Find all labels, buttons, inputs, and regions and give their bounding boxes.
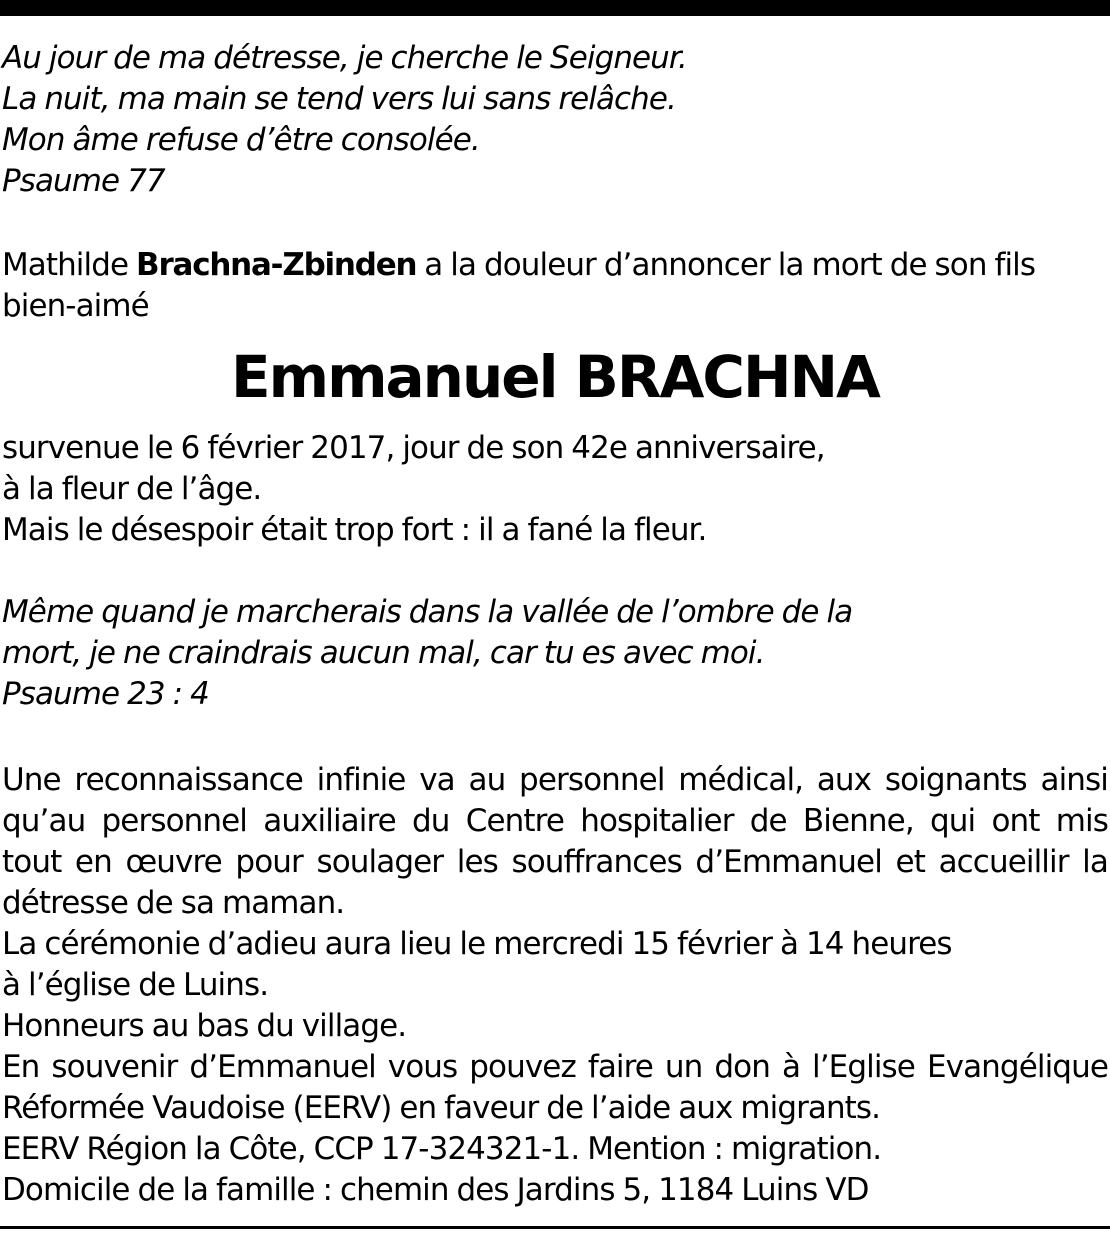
donation-line: Réformée Vaudoise (EERV) en faveur de l’aide aux migrants. [2, 1090, 881, 1126]
donation-line: EERV Région la Côte, CCP 17-324321-1. Mention : migration. [2, 1131, 882, 1167]
opening-verse [2, 38, 1108, 202]
verse-reference: Psaume 77 [2, 163, 165, 199]
announcement-text: a la douleur d’annoncer la mort de son fils [424, 247, 1036, 283]
ceremony-line: La cérémonie d’adieu aura lieu le mercredi 15 février à 14 heures [2, 926, 952, 962]
thanks-line: détresse de sa maman. [2, 885, 345, 921]
second-verse [2, 592, 1108, 715]
announcement-continuation: bien-aimé [2, 288, 149, 324]
thanks-line: Une reconnaissance infinie va au personnel médical, aux soignants ainsi [2, 762, 1108, 798]
verse-line: La nuit, ma main se tend vers lui sans relâche. [2, 81, 676, 117]
thanks-line: qu’au personnel auxiliaire du Centre hospitalier de Bienne, qui ont mis [2, 803, 1108, 839]
verse-line: Mon âme refuse d’être consolée. [2, 122, 480, 158]
announcement-paragraph [2, 245, 1108, 327]
closing-text [2, 760, 1108, 1211]
ceremony-line: Honneurs au bas du village. [2, 1008, 407, 1044]
verse-line: mort, je ne craindrais aucun mal, car tu es avec moi. [2, 635, 765, 671]
verse-line: Même quand je marcherais dans la vallée de l’ombre de la [2, 594, 853, 630]
mother-first-name: Mathilde [2, 247, 129, 283]
announcement-line [2, 245, 1106, 286]
donation-line: En souvenir d’Emmanuel vous pouvez faire un don à l’Eglise Evangélique [2, 1049, 1108, 1085]
detail-line: survenue le 6 février 2017, jour de son 42e anniversaire, [2, 430, 825, 466]
thanks-line: tout en œuvre pour soulager les souffrances d’Emmanuel et accueillir la [2, 844, 1108, 880]
detail-line: à la fleur de l’âge. [2, 471, 262, 507]
ceremony-line: à l’église de Luins. [2, 967, 269, 1003]
deceased-name-heading: Emmanuel BRACHNA [231, 343, 879, 411]
detail-line: Mais le désespoir était trop fort : il a fané la fleur. [2, 512, 707, 548]
verse-reference: Psaume 23 : 4 [2, 676, 209, 712]
verse-line: Au jour de ma détresse, je cherche le Seigneur. [2, 40, 687, 76]
bottom-border-rule [0, 1226, 1110, 1229]
death-details [2, 428, 1108, 551]
top-border-rule [0, 0, 1110, 16]
mother-surname: Brachna-Zbinden [136, 247, 417, 283]
family-address-line: Domicile de la famille : chemin des Jardins 5, 1184 Luins VD [2, 1172, 869, 1208]
